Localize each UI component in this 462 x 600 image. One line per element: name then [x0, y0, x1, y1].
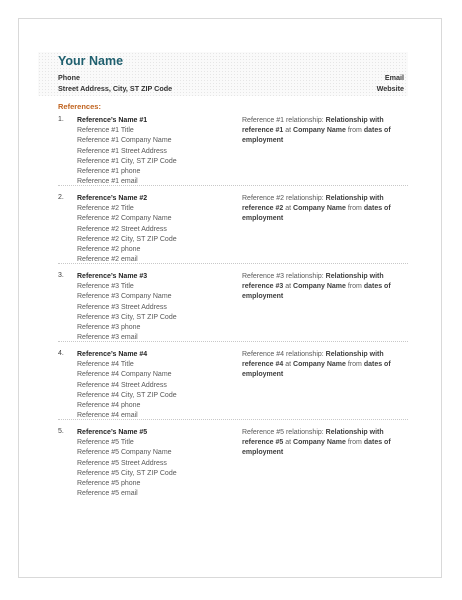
reference-email: Reference #2 email: [77, 256, 138, 264]
relationship-company: Company Name: [293, 283, 346, 291]
relationship-prefix: Reference #5 relationship:: [242, 429, 324, 436]
reference-relationship: [242, 194, 412, 225]
reference-phone: Reference #1 phone: [77, 168, 141, 176]
reference-details: [77, 428, 177, 499]
relationship-prefix: Reference #4 relationship:: [242, 351, 324, 358]
relationship-from: from: [347, 127, 362, 135]
separator-line: [58, 419, 408, 420]
reference-city: Reference #2 City, ST ZIP Code: [77, 235, 177, 243]
reference-email: Reference #1 email: [77, 178, 138, 186]
reference-title: Reference #5 Title: [77, 439, 134, 447]
relationship-at: at: [285, 439, 292, 447]
reference-street: Reference #1 Street Address: [77, 147, 167, 155]
relationship-company: Company Name: [293, 439, 346, 447]
relationship-dates: dates of employment: [242, 283, 391, 301]
email-text: Email: [384, 73, 404, 82]
reference-number: 5.: [58, 428, 64, 435]
reference-entry: [58, 272, 408, 347]
reference-phone: Reference #5 phone: [77, 480, 141, 488]
relationship-from: from: [347, 439, 362, 447]
relationship-description: Relationship with reference #4: [242, 351, 384, 369]
relationship-from: from: [347, 205, 362, 213]
relationship-dates: dates of employment: [242, 361, 391, 379]
relationship-dates: dates of employment: [242, 439, 391, 457]
reference-phone: Reference #4 phone: [77, 402, 141, 410]
relationship-description: Relationship with reference #3: [242, 273, 384, 291]
relationship-at: at: [285, 361, 292, 369]
reference-relationship: [242, 428, 412, 459]
relationship-from: from: [347, 361, 362, 369]
reference-entry: [58, 350, 408, 425]
reference-street: Reference #5 Street Address: [77, 459, 167, 467]
reference-email: Reference #5 email: [77, 490, 138, 498]
reference-number: 3.: [58, 272, 64, 279]
reference-title: Reference #2 Title: [77, 205, 134, 213]
relationship-description: Relationship with reference #1: [242, 117, 384, 135]
relationship-prefix: Reference #1 relationship:: [242, 117, 324, 124]
reference-city: Reference #5 City, ST ZIP Code: [77, 469, 177, 477]
relationship-description: Relationship with reference #2: [242, 195, 384, 213]
reference-title: Reference #4 Title: [77, 361, 134, 369]
reference-entry: [58, 194, 408, 269]
reference-name: Reference’s Name #2: [77, 195, 148, 202]
relationship-from: from: [347, 283, 362, 291]
reference-title: Reference #3 Title: [77, 283, 134, 291]
relationship-at: at: [285, 205, 292, 213]
reference-company: Reference #5 Company Name: [77, 449, 172, 457]
reference-phone: Reference #3 phone: [77, 324, 141, 332]
reference-street: Reference #4 Street Address: [77, 381, 167, 389]
reference-street: Reference #3 Street Address: [77, 303, 167, 311]
relationship-dates: dates of employment: [242, 127, 391, 145]
reference-relationship: [242, 116, 412, 147]
reference-city: Reference #1 City, ST ZIP Code: [77, 157, 177, 165]
references-heading: References:: [58, 102, 101, 111]
relationship-prefix: Reference #3 relationship:: [242, 273, 324, 280]
relationship-dates: dates of employment: [242, 205, 391, 223]
reference-relationship: [242, 272, 412, 303]
reference-name: Reference’s Name #5: [77, 429, 148, 436]
relationship-company: Company Name: [293, 127, 346, 135]
website-text: Website: [376, 84, 404, 93]
reference-details: [77, 116, 177, 187]
reference-entry: [58, 428, 408, 503]
relationship-at: at: [285, 127, 292, 135]
reference-details: [77, 272, 177, 343]
reference-name: Reference’s Name #1: [77, 117, 148, 124]
reference-number: 1.: [58, 116, 64, 123]
reference-number: 2.: [58, 194, 64, 201]
reference-name: Reference’s Name #3: [77, 273, 148, 280]
reference-company: Reference #2 Company Name: [77, 215, 172, 223]
relationship-at: at: [285, 283, 292, 291]
relationship-description: Relationship with reference #5: [242, 429, 384, 447]
reference-details: [77, 194, 177, 265]
relationship-company: Company Name: [293, 361, 346, 369]
reference-details: [77, 350, 177, 421]
reference-street: Reference #2 Street Address: [77, 225, 167, 233]
relationship-prefix: Reference #2 relationship:: [242, 195, 324, 202]
reference-relationship: [242, 350, 412, 381]
phone-text: Phone: [58, 73, 80, 82]
relationship-company: Company Name: [293, 205, 346, 213]
reference-company: Reference #1 Company Name: [77, 137, 172, 145]
reference-entry: [58, 116, 408, 191]
reference-email: Reference #4 email: [77, 412, 138, 420]
your-name: Your Name: [58, 54, 124, 68]
separator-line: [58, 341, 408, 342]
reference-title: Reference #1 Title: [77, 127, 134, 135]
reference-company: Reference #3 Company Name: [77, 293, 172, 301]
reference-email: Reference #3 email: [77, 334, 138, 342]
separator-line: [58, 185, 408, 186]
reference-name: Reference’s Name #4: [77, 351, 148, 358]
address-text: Street Address, City, ST ZIP Code: [58, 84, 173, 93]
separator-line: [58, 263, 408, 264]
reference-city: Reference #3 City, ST ZIP Code: [77, 313, 177, 321]
reference-number: 4.: [58, 350, 64, 357]
reference-company: Reference #4 Company Name: [77, 371, 172, 379]
reference-phone: Reference #2 phone: [77, 246, 141, 254]
reference-city: Reference #4 City, ST ZIP Code: [77, 391, 177, 399]
